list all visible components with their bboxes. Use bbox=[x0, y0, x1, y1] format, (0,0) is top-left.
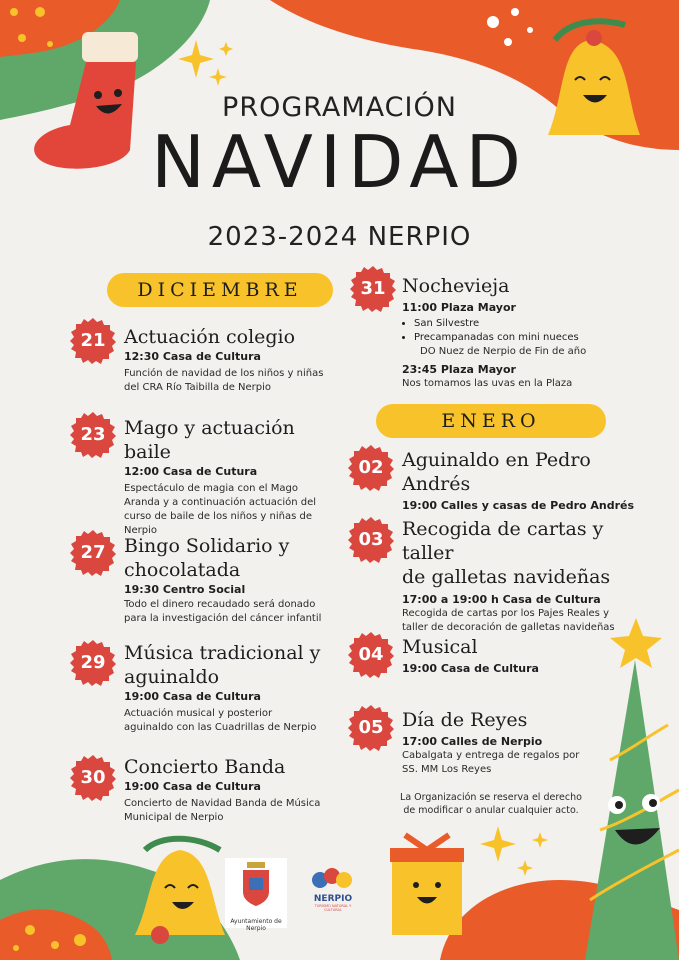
nerpio-mark-icon bbox=[310, 866, 356, 890]
day-badge-30: 30 bbox=[70, 755, 116, 801]
event-time: 23:45 Plaza Mayor bbox=[402, 363, 516, 376]
event-time: 12:00 Casa de Cutura bbox=[124, 465, 258, 478]
event-27 bbox=[124, 534, 339, 626]
event-desc: Nos tomamos las uvas en la Plaza bbox=[402, 378, 573, 389]
nerpio-logo-sub: TURISMO NATURAL Y CULTURAL bbox=[314, 904, 352, 912]
day-badge-04: 04 bbox=[348, 632, 394, 678]
event-title: Mago y actuación baile bbox=[124, 417, 295, 463]
section-diciembre: DICIEMBRE bbox=[107, 273, 333, 307]
day-badge-02: 02 bbox=[348, 445, 394, 491]
event-desc: Recogida de cartas por los Pajes Reales y taller de decoración de galletas navideñas bbox=[402, 608, 615, 633]
day-badge-05: 05 bbox=[348, 705, 394, 751]
event-time: 17:00 Calles de Nerpio bbox=[402, 735, 543, 748]
event-desc: Cabalgata y entrega de regalos por SS. MM Los Reyes bbox=[402, 750, 580, 775]
day-badge-03: 03 bbox=[348, 517, 394, 563]
event-desc: Todo el dinero recaudado será donado para la investigación del cáncer infantil bbox=[124, 599, 322, 624]
event-title-line1: Recogida de cartas y taller bbox=[402, 518, 604, 564]
event-time: 12:30 Casa de Cultura bbox=[124, 350, 261, 363]
ayuntamiento-logo bbox=[225, 858, 287, 932]
event-desc: Actuación musical y posterior aguinaldo con las Cuadrillas de Nerpio bbox=[124, 708, 317, 733]
event-04 bbox=[402, 635, 602, 676]
sparkle-icon bbox=[209, 68, 227, 86]
event-title-line1: Bingo Solidario y bbox=[124, 535, 290, 557]
event-time: 11:00 Plaza Mayor bbox=[402, 301, 516, 314]
event-title-line2: chocolatada bbox=[124, 559, 241, 581]
event-time: 17:00 a 19:00 h Casa de Cultura bbox=[402, 593, 601, 606]
bullet-continuation: DO Nuez de Nerpio de Fin de año bbox=[420, 346, 587, 357]
nerpio-logo-text: NERPIO bbox=[313, 894, 353, 904]
event-title: Día de Reyes bbox=[402, 709, 528, 731]
event-05 bbox=[402, 708, 602, 777]
event-desc: Concierto de Navidad Banda de Música Municipal de Nerpio bbox=[124, 798, 321, 823]
event-time: 19:00 Calles y casas de Pedro Andrés bbox=[402, 499, 635, 512]
sparkle-icon bbox=[480, 826, 516, 862]
event-desc: Función de navidad de los niños y niñas del CRA Río Taibilla de Nerpio bbox=[124, 368, 324, 393]
day-badge-31: 31 bbox=[350, 266, 396, 312]
title-year-place: 2023-2024 NERPIO bbox=[207, 222, 472, 252]
sparkle-icon bbox=[532, 832, 548, 848]
ayuntamiento-caption: Ayuntamiento de Nerpio bbox=[230, 918, 282, 932]
gift-icon bbox=[390, 835, 464, 935]
event-desc: Espectáculo de magia con el Mago Aranda y a continuación actuación del curso de baile de los niños y niñas de Nerpio bbox=[124, 483, 317, 536]
event-title-line2: de galletas navideñas bbox=[402, 566, 611, 588]
event-title-line2: aguinaldo bbox=[124, 666, 220, 688]
event-29 bbox=[124, 641, 339, 735]
organization-note: La Organización se reserva el derecho de modificar o anular cualquier acto. bbox=[400, 792, 582, 816]
nerpio-logo bbox=[310, 866, 356, 922]
event-time: 19:00 Casa de Cultura bbox=[124, 690, 261, 703]
bullet-item: • Precampanadas con mini nueces bbox=[414, 331, 632, 345]
day-badge-27: 27 bbox=[70, 530, 116, 576]
coat-of-arms-icon bbox=[225, 858, 287, 914]
event-time: 19:30 Centro Social bbox=[124, 583, 246, 596]
event-title: Actuación colegio bbox=[124, 326, 296, 348]
sparkle-icon bbox=[219, 42, 233, 56]
event-title: Nochevieja bbox=[402, 275, 510, 297]
title-navidad: NAVIDAD bbox=[151, 120, 528, 204]
event-02 bbox=[402, 448, 642, 513]
event-03 bbox=[402, 517, 642, 635]
event-title: Concierto Banda bbox=[124, 756, 286, 778]
event-23 bbox=[124, 416, 339, 538]
event-30 bbox=[124, 755, 339, 825]
event-title: Aguinaldo en Pedro Andrés bbox=[402, 449, 591, 495]
sparkle-icon bbox=[517, 860, 533, 876]
day-badge-23: 23 bbox=[70, 412, 116, 458]
day-badge-21: 21 bbox=[70, 318, 116, 364]
event-21 bbox=[124, 325, 339, 395]
title-programacion: PROGRAMACIÓN bbox=[222, 92, 457, 123]
event-title: Musical bbox=[402, 636, 478, 658]
sparkle-icon bbox=[178, 40, 214, 78]
event-31 bbox=[402, 274, 632, 391]
day-badge-29: 29 bbox=[70, 640, 116, 686]
event-title-line1: Música tradicional y bbox=[124, 642, 321, 664]
bullet-item: • San Silvestre bbox=[414, 317, 632, 331]
section-enero: ENERO bbox=[376, 404, 606, 438]
event-time: 19:00 Casa de Cultura bbox=[402, 662, 539, 675]
event-time: 19:00 Casa de Cultura bbox=[124, 780, 261, 793]
